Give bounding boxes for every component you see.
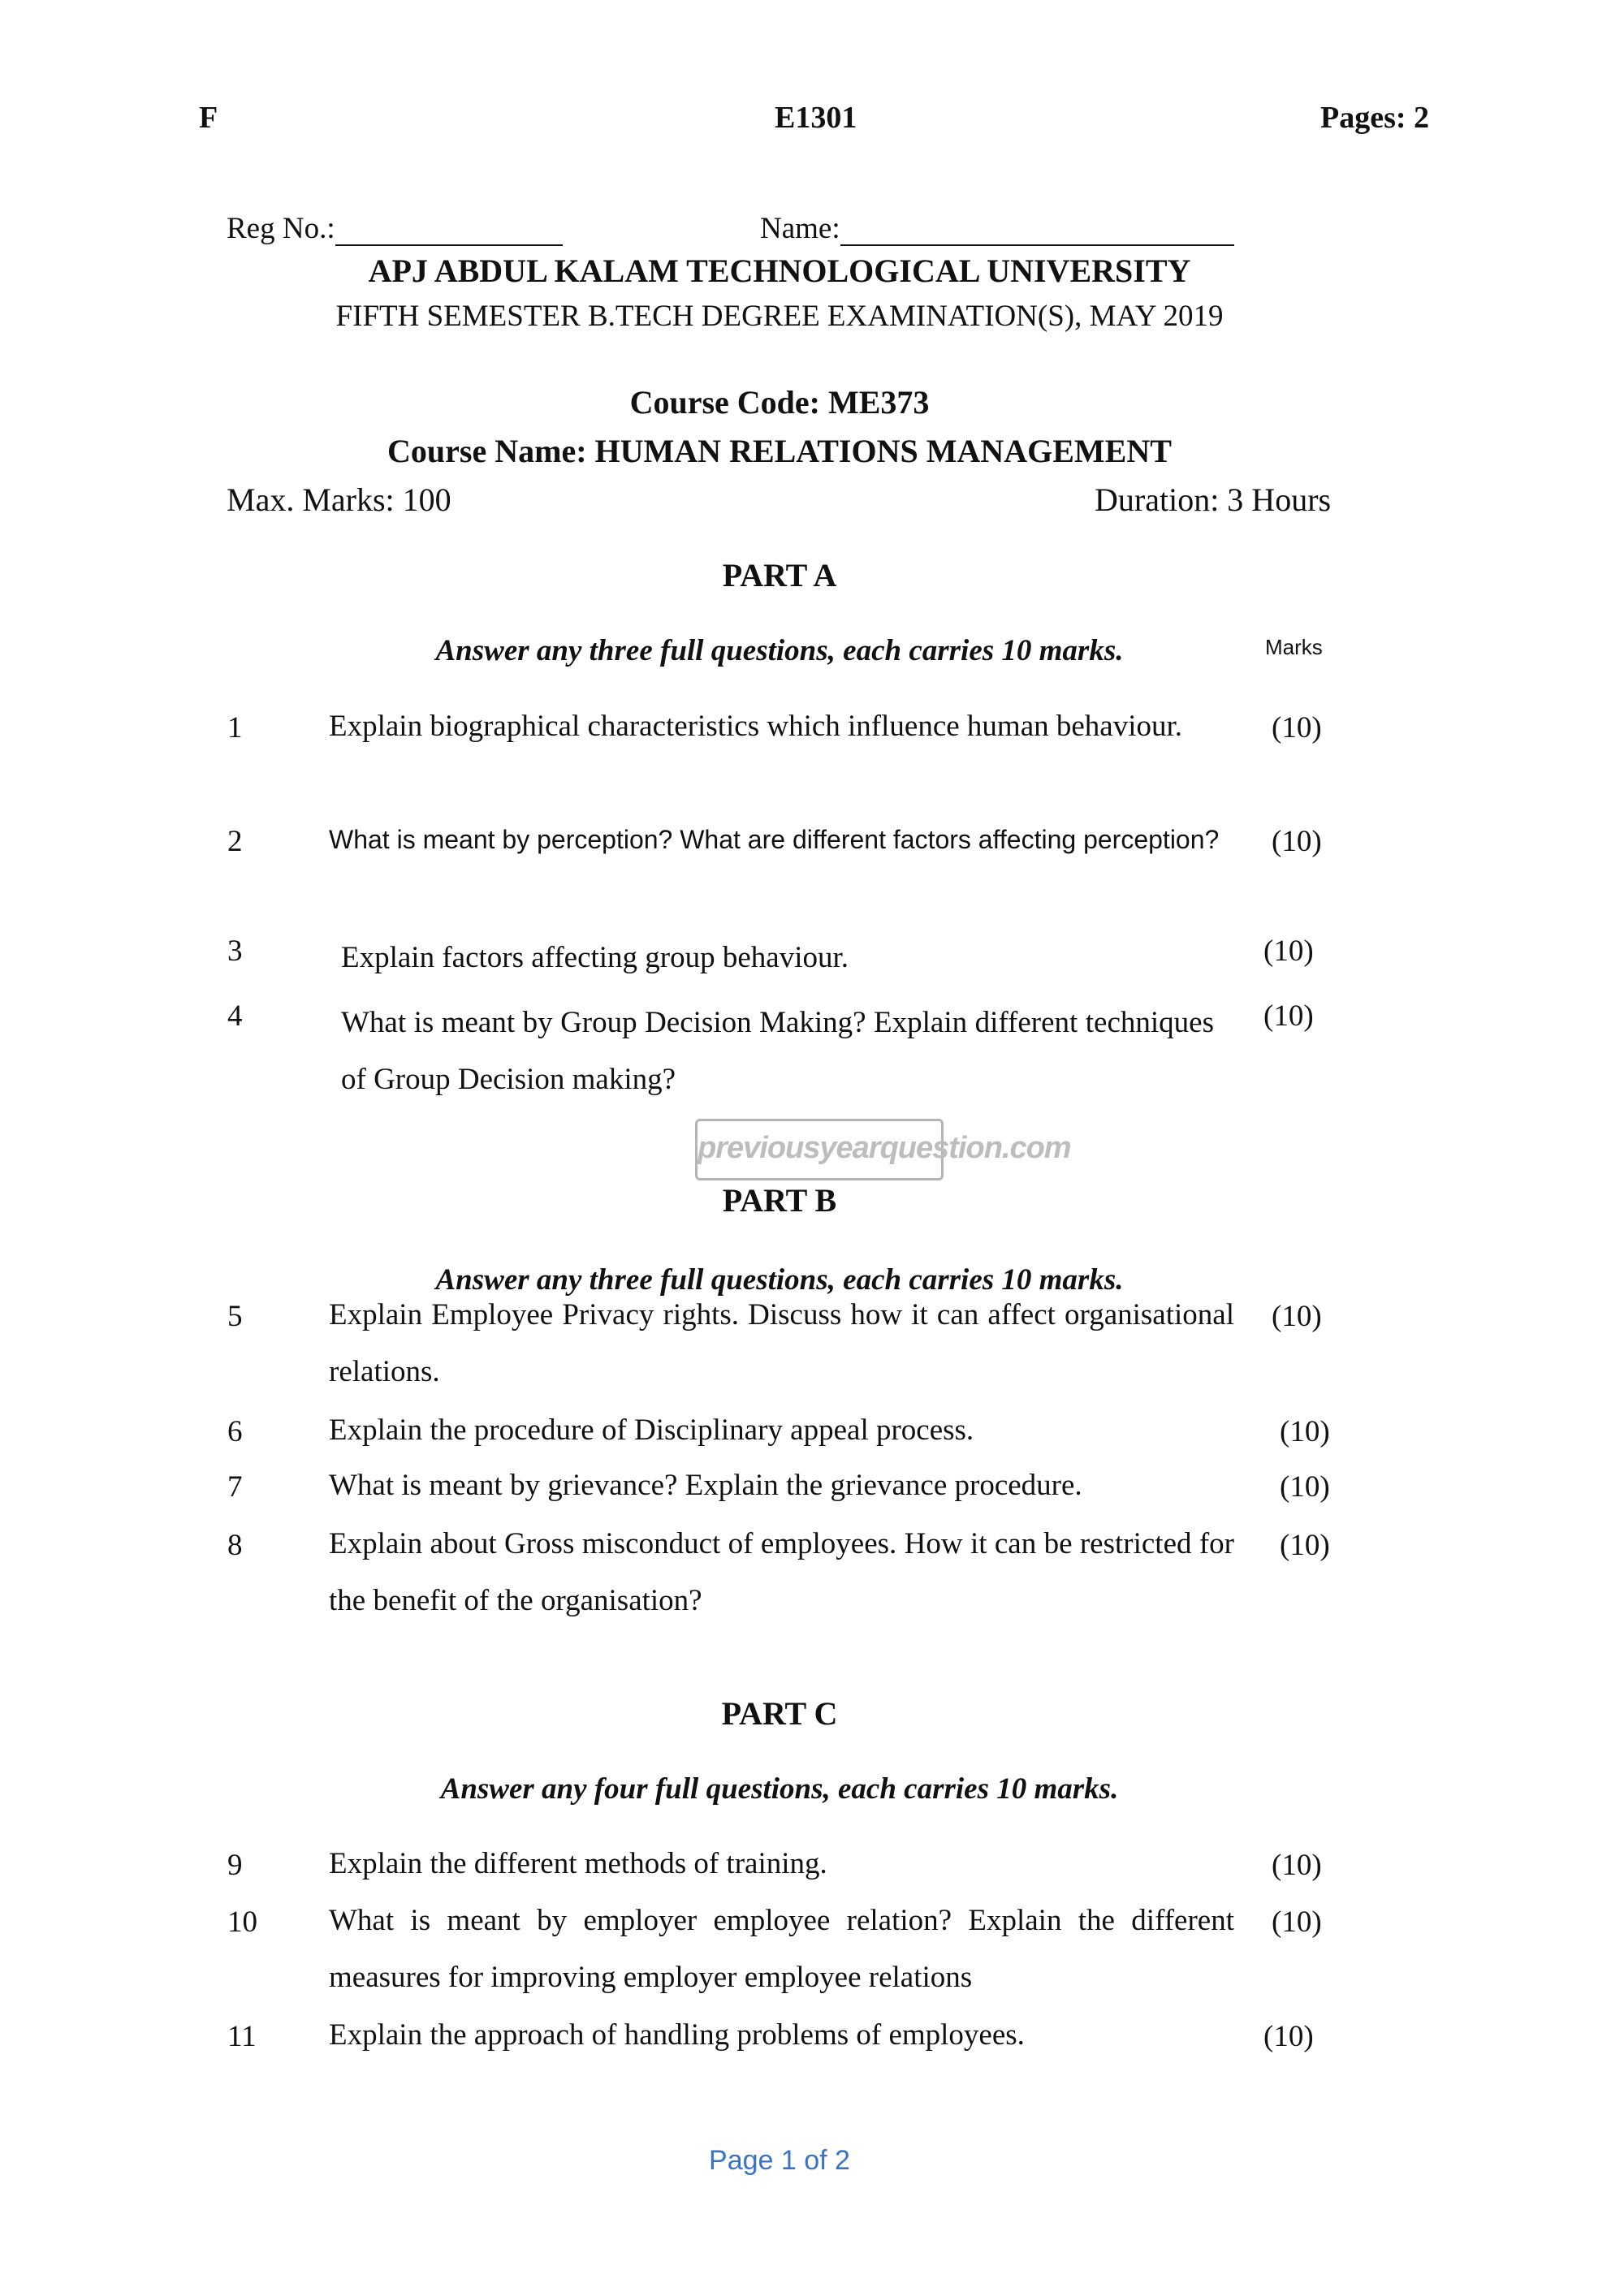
- question-marks: (10): [1263, 999, 1314, 1033]
- question-marks: (10): [1263, 2020, 1314, 2053]
- question-number: 1: [227, 711, 243, 744]
- question-text: Explain biographical characteristics which influence human behaviour.: [329, 710, 1183, 743]
- reg-no-label: Reg No.:: [227, 212, 335, 245]
- question-number: 3: [227, 934, 243, 968]
- question-text: What is meant by employer employee relation? Explain the different measures for improving employer employee relations: [329, 1904, 1234, 1994]
- question-marks: (10): [1280, 1470, 1330, 1504]
- part-c-instruction: Answer any four full questions, each carries 10 marks.: [440, 1772, 1119, 1806]
- question-marks: (10): [1280, 1529, 1330, 1562]
- course-code: Course Code: ME373: [629, 384, 930, 421]
- question-number: 9: [227, 1849, 243, 1882]
- question-number: 7: [227, 1470, 243, 1504]
- question-text: What is meant by Group Decision Making? Explain different techniques of Group Decision making?: [341, 1006, 1214, 1096]
- university-title: APJ ABDUL KALAM TECHNOLOGICAL UNIVERSITY: [368, 252, 1191, 289]
- exam-title: FIFTH SEMESTER B.TECH DEGREE EXAMINATION(S), MAY 2019: [335, 300, 1224, 333]
- marks-column-label: Marks: [1265, 635, 1323, 659]
- question-marks: (10): [1263, 934, 1314, 968]
- question-number: 5: [227, 1300, 243, 1333]
- question-marks: (10): [1272, 1300, 1322, 1333]
- part-b-instruction: Answer any three full questions, each carries 10 marks.: [435, 1263, 1124, 1297]
- question-text: Explain factors affecting group behaviour.: [341, 941, 849, 974]
- question-text: Explain Employee Privacy rights. Discuss how it can affect organisational relations.: [329, 1298, 1234, 1388]
- question-number: 2: [227, 825, 243, 858]
- part-c-title: PART C: [721, 1695, 838, 1732]
- part-b-title: PART B: [722, 1182, 837, 1219]
- watermark-logo: previousyearquestion.com: [695, 1119, 944, 1180]
- question-number: 11: [227, 2020, 257, 2053]
- course-name: Course Name: HUMAN RELATIONS MANAGEMENT: [387, 433, 1172, 469]
- name-field: [760, 211, 1234, 246]
- question-marks: (10): [1280, 1415, 1330, 1448]
- question-number: 4: [227, 999, 243, 1033]
- question-text: What is meant by grievance? Explain the grievance procedure.: [329, 1469, 1082, 1502]
- question-marks: (10): [1272, 825, 1322, 858]
- duration: Duration: 3 Hours: [1095, 481, 1332, 518]
- question-text: Explain about Gross misconduct of employees. How it can be restricted for the benefit of the organisation?: [329, 1527, 1234, 1617]
- reg-no-field: [227, 211, 563, 246]
- question-marks: (10): [1272, 1849, 1322, 1882]
- part-a-title: PART A: [722, 557, 837, 593]
- page-number: Page 1 of 2: [709, 2145, 850, 2176]
- question-text: Explain the procedure of Disciplinary appeal process.: [329, 1413, 974, 1447]
- question-number: 8: [227, 1529, 243, 1562]
- max-marks: Max. Marks: 100: [227, 481, 451, 518]
- name-label: Name:: [760, 212, 840, 245]
- question-number: 10: [227, 1905, 257, 1939]
- question-text: Explain the approach of handling problems of employees.: [329, 2018, 1025, 2052]
- header-center: E1301: [775, 101, 857, 135]
- part-a-instruction: Answer any three full questions, each carries 10 marks.: [435, 634, 1124, 667]
- question-marks: (10): [1272, 1905, 1322, 1939]
- name-blank: [840, 220, 1234, 246]
- header-left: F: [199, 101, 218, 135]
- question-marks: (10): [1272, 711, 1322, 744]
- question-text: What is meant by perception? What are different factors affecting perception?: [329, 825, 1220, 854]
- header-right: Pages: 2: [1320, 101, 1430, 135]
- question-text: Explain the different methods of training.: [329, 1847, 827, 1880]
- reg-no-blank: [335, 220, 563, 246]
- question-number: 6: [227, 1415, 243, 1448]
